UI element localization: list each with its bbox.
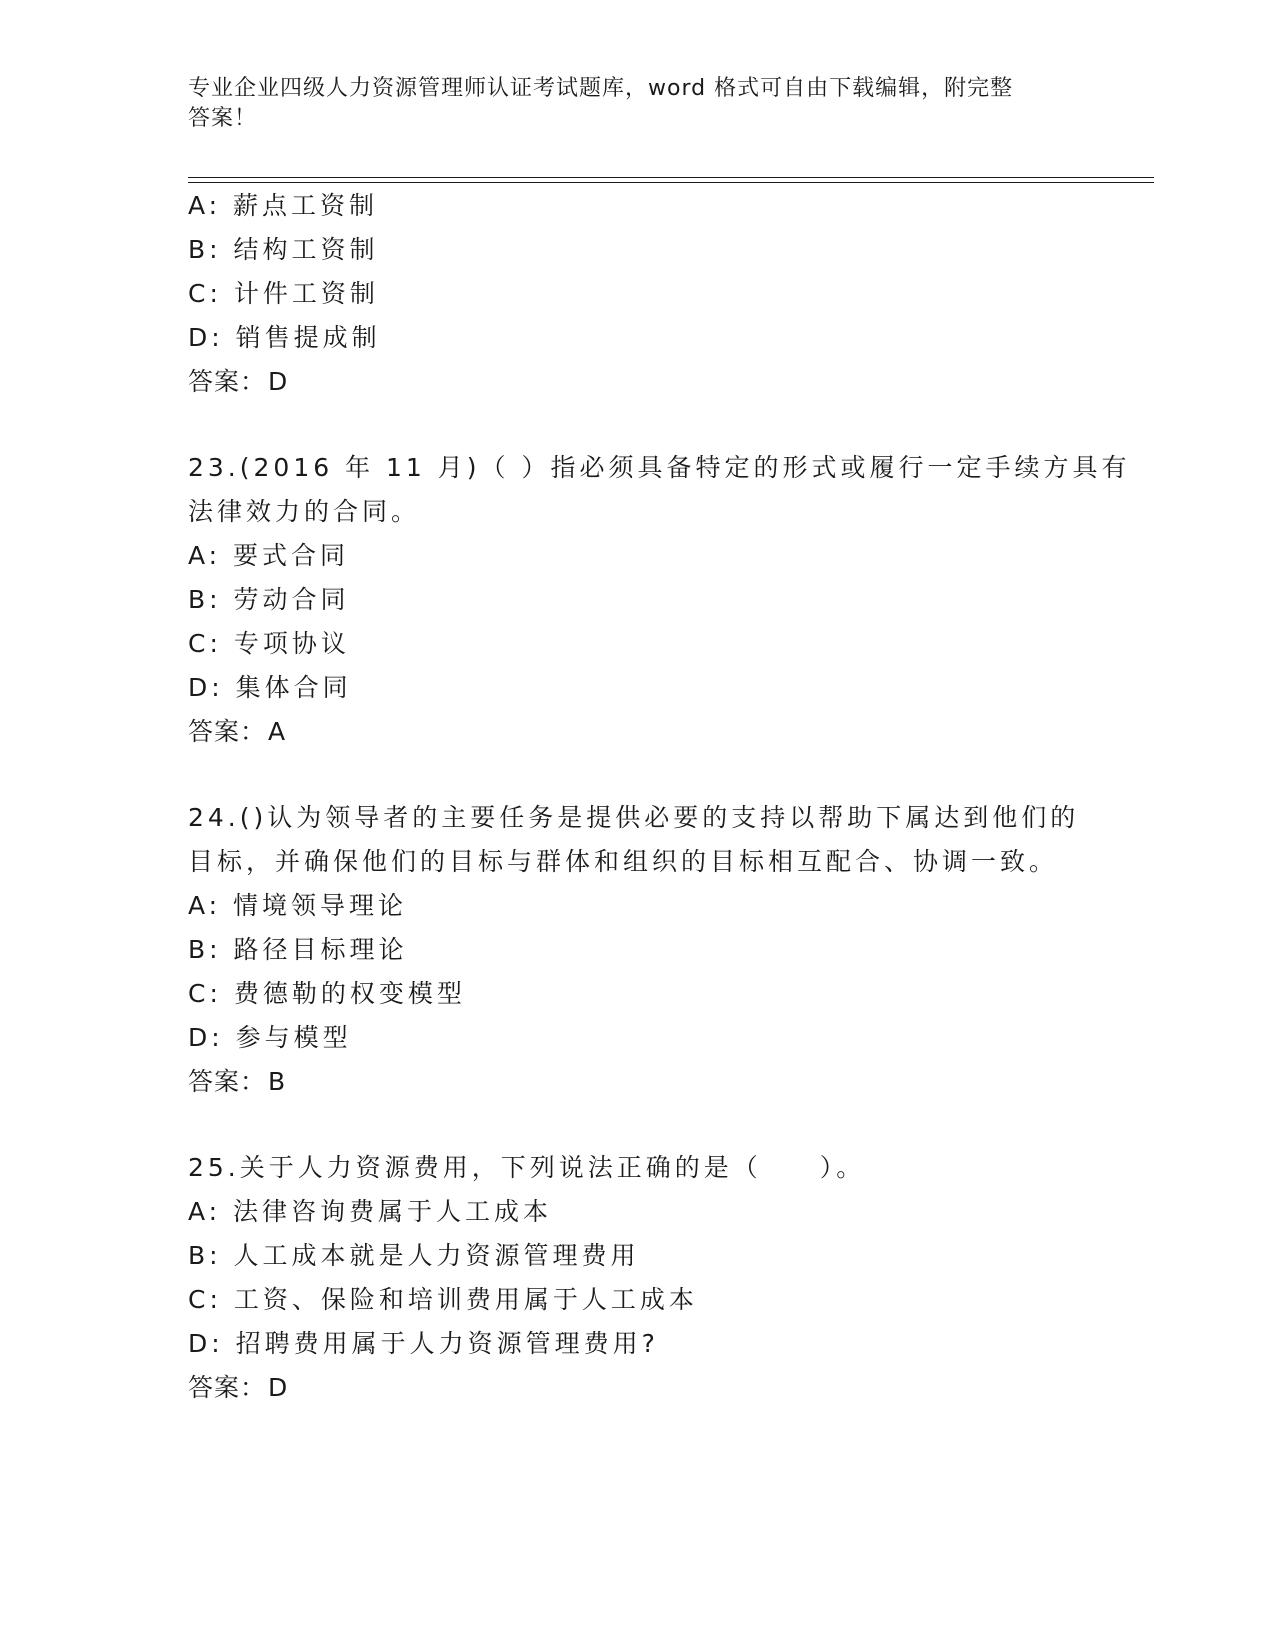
q23-answer-label: 答案： — [188, 717, 267, 746]
q25-answer-label: 答案： — [188, 1373, 267, 1402]
q22-answer — [188, 366, 287, 398]
q23-answer-value: A — [268, 717, 286, 746]
q22-option-c: C: 计件工资制 — [188, 279, 379, 308]
header-divider-bottom — [188, 182, 1154, 183]
q25-answer-value: D — [268, 1373, 288, 1402]
q24-option-a: A: 情境领导理论 — [188, 891, 408, 920]
header-line-1: 专业企业四级人力资源管理师认证考试题库，word 格式可自由下载编辑，附完整 — [188, 76, 1014, 101]
q22-option-d: D: 销售提成制 — [188, 323, 381, 352]
q25-option-d: D: 招聘费用属于人力资源管理费用? — [188, 1329, 659, 1358]
q23-option-a: A: 要式合同 — [188, 541, 350, 570]
q25-stem-line-1: 25.关于人力资源费用，下列说法正确的是（ ）。 — [188, 1153, 866, 1182]
header-divider-top — [188, 177, 1154, 178]
q25-option-c: C: 工资、保险和培训费用属于人工成本 — [188, 1285, 698, 1314]
q25-answer — [188, 1372, 287, 1404]
q22-option-b: B: 结构工资制 — [188, 235, 379, 264]
q23-stem-line-2: 法律效力的合同。 — [188, 497, 421, 526]
q22-answer-value: D — [268, 367, 288, 396]
q23-answer — [188, 716, 285, 748]
q24-answer-label: 答案： — [188, 1067, 267, 1096]
q24-stem-line-1: 24.()认为领导者的主要任务是提供必要的支持以帮助下属达到他们的 — [188, 803, 1080, 832]
q23-option-c: C: 专项协议 — [188, 629, 350, 658]
q25-option-b: B: 人工成本就是人力资源管理费用 — [188, 1241, 640, 1270]
document-header — [188, 74, 1068, 134]
q24-answer — [188, 1066, 285, 1098]
q23-option-d: D: 集体合同 — [188, 673, 352, 702]
q25-option-a: A: 法律咨询费属于人工成本 — [188, 1197, 553, 1226]
q24-option-b: B: 路径目标理论 — [188, 935, 408, 964]
q22-option-a: A: 薪点工资制 — [188, 191, 379, 220]
q24-option-d: D: 参与模型 — [188, 1023, 352, 1052]
q23-stem-line-1: 23.(2016 年 11 月)（ ）指必须具备特定的形式或履行一定手续方具有 — [188, 453, 1131, 482]
q23-option-b: B: 劳动合同 — [188, 585, 350, 614]
q24-stem-line-2: 目标，并确保他们的目标与群体和组织的目标相互配合、协调一致。 — [188, 847, 1059, 876]
q24-answer-value: B — [268, 1067, 286, 1096]
q22-answer-label: 答案： — [188, 367, 267, 396]
q24-option-c: C: 费德勒的权变模型 — [188, 979, 466, 1008]
header-line-2: 答案！ — [188, 106, 258, 131]
